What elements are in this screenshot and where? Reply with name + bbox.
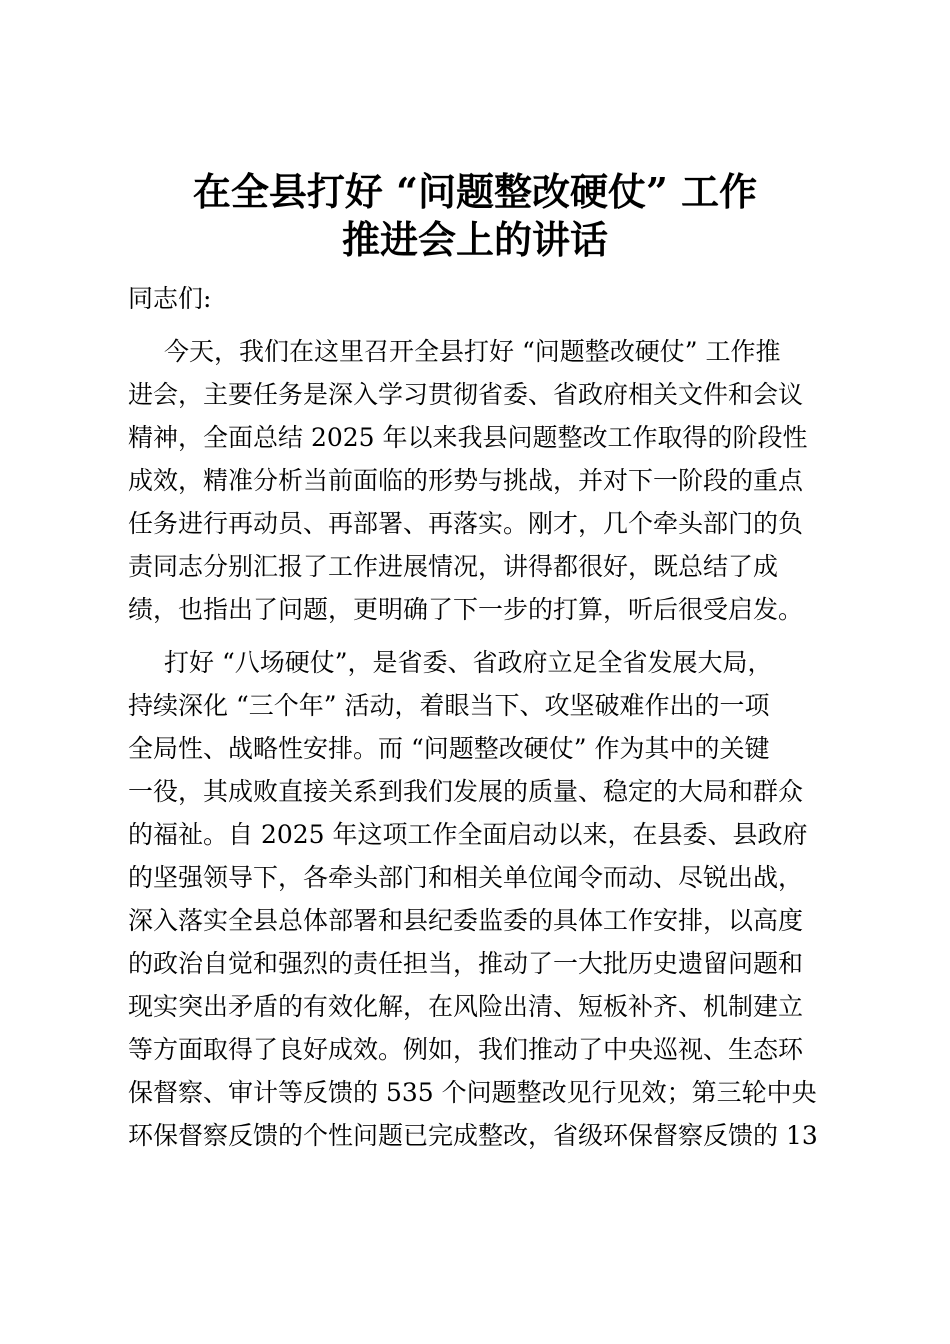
paragraph-line: 环保督察反馈的个性问题已完成整改，省级环保督察反馈的 13 [128, 1121, 818, 1150]
paragraph-line: 持续深化 “三个年” 活动，着眼当下、攻坚破难作出的一项 [128, 691, 770, 720]
paragraph-line: 任务进行再动员、再部署、再落实。刚才，几个牵头部门的负 [128, 509, 804, 538]
paragraph-line: 今天，我们在这里召开全县打好 “问题整改硬仗” 工作推 [164, 337, 781, 366]
paragraph-line: 深入落实全县总体部署和县纪委监委的具体工作安排，以高度 [128, 906, 804, 935]
paragraph-line: 保督察、审计等反馈的 535 个问题整改见行见效；第三轮中央 [128, 1078, 817, 1107]
paragraph-line: 的福祉。自 2025 年这项工作全面启动以来，在县委、县政府 [128, 820, 808, 849]
paragraph-line: 精神，全面总结 2025 年以来我县问题整改工作取得的阶段性 [128, 423, 808, 452]
salutation: 同志们: [128, 284, 212, 313]
document-title-line-2: 推进会上的讲话 [341, 217, 608, 262]
paragraph-line: 打好 “八场硬仗”，是省委、省政府立足全省发展大局， [164, 648, 773, 677]
paragraph-line: 绩，也指出了问题，更明确了下一步的打算，听后很受启发。 [128, 595, 804, 624]
paragraph-line: 进会，主要任务是深入学习贯彻省委、省政府相关文件和会议 [128, 380, 804, 409]
paragraph-line: 成效，精准分析当前面临的形势与挑战，并对下一阶段的重点 [128, 466, 804, 495]
paragraph-line: 的政治自觉和强烈的责任担当，推动了一大批历史遗留问题和 [128, 949, 804, 978]
document-title-line-1: 在全县打好 “问题整改硬仗” 工作 [192, 169, 758, 214]
paragraph-line: 全局性、战略性安排。而 “问题整改硬仗” 作为其中的关键 [128, 734, 770, 763]
paragraph-line: 现实突出矛盾的有效化解，在风险出清、短板补齐、机制建立 [128, 992, 804, 1021]
paragraph-line: 的坚强领导下，各牵头部门和相关单位闻令而动、尽锐出战， [128, 863, 804, 892]
paragraph-line: 一役，其成败直接关系到我们发展的质量、稳定的大局和群众 [128, 777, 804, 806]
paragraph-line: 等方面取得了良好成效。例如，我们推动了中央巡视、生态环 [128, 1035, 804, 1064]
paragraph-line: 责同志分别汇报了工作进展情况，讲得都很好，既总结了成 [128, 552, 779, 581]
